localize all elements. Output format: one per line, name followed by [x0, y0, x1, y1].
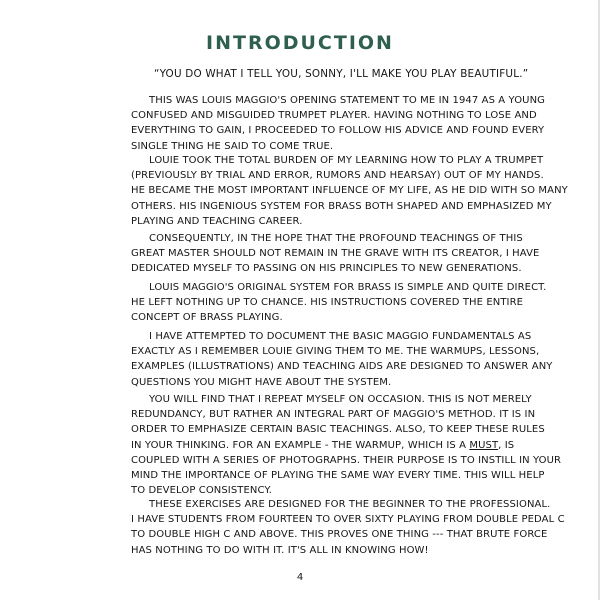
text-line: THESE EXERCISES ARE DESIGNED FOR THE BEGINNER TO THE PROFESSIONAL. — [149, 499, 551, 510]
page-title: INTRODUCTION — [206, 32, 394, 54]
text-line: HE LEFT NOTHING UP TO CHANCE. HIS INSTRUCTIONS COVERED THE ENTIRE — [131, 297, 524, 309]
text-line: TO DOUBLE HIGH C AND ABOVE. THIS PROVES ONE THING --- THAT BRUTE FORCE — [131, 529, 548, 541]
text-line: QUESTIONS YOU MIGHT HAVE ABOUT THE SYSTEM. — [131, 376, 392, 388]
text-line: CONSEQUENTLY, IN THE HOPE THAT THE PROFOUND TEACHINGS OF THIS — [149, 233, 523, 244]
page-number: 4 — [296, 572, 304, 583]
text-line: THIS WAS LOUIS MAGGIO'S OPENING STATEMENT TO ME IN 1947 AS A YOUNG — [149, 95, 546, 106]
text-line: LOUIS MAGGIO'S ORIGINAL SYSTEM FOR BRASS IS SIMPLE AND QUITE DIRECT. — [149, 282, 547, 293]
text-line: HAS NOTHING TO DO WITH IT. IT'S ALL IN KNOWING HOW! — [131, 544, 429, 556]
paragraph-2 — [131, 153, 568, 229]
opening-quote: “YOU DO WHAT I TELL YOU, SONNY, I'LL MAKE YOU PLAY BEAUTIFUL.” — [154, 68, 529, 80]
text-line: CONFUSED AND MISGUIDED TRUMPET PLAYER. HAVING NOTHING TO LOSE AND — [131, 110, 537, 122]
text-line: I HAVE STUDENTS FROM FOURTEEN TO OVER SIXTY PLAYING FROM DOUBLE PEDAL C — [131, 514, 565, 526]
paragraph-3 — [131, 231, 540, 277]
text-line: ORDER TO EMPHASIZE CERTAIN BASIC TEACHINGS. ALSO, TO KEEP THESE RULES — [131, 424, 545, 436]
text-line-part: IN YOUR THINKING. FOR AN EXAMPLE - THE WARMUP, WHICH IS A — [131, 439, 470, 451]
paragraph-4 — [131, 280, 547, 326]
text-line: CONCEPT OF BRASS PLAYING. — [131, 312, 283, 324]
text-line: COUPLED WITH A SERIES OF PHOTOGRAPHS. THEIR PURPOSE IS TO INSTILL IN YOUR — [131, 454, 562, 466]
text-line: TO DEVELOP CONSISTENCY. — [131, 485, 272, 497]
text-line: EVERYTHING TO GAIN, I PROCEEDED TO FOLLOW HIS ADVICE AND FOUND EVERY — [131, 125, 545, 137]
text-line: EXACTLY AS I REMEMBER LOUIE GIVING THEM TO ME. THE WARMUPS, LESSONS, — [131, 346, 540, 358]
text-line: GREAT MASTER SHOULD NOT REMAIN IN THE GRAVE WITH ITS CREATOR, I HAVE — [131, 248, 540, 260]
text-line: REDUNDANCY, BUT RATHER AN INTEGRAL PART OF MAGGIO'S METHOD. IT IS IN — [131, 409, 536, 421]
text-line: YOU WILL FIND THAT I REPEAT MYSELF ON OCCASION. THIS IS NOT MERELY — [149, 394, 532, 405]
text-line: LOUIE TOOK THE TOTAL BURDEN OF MY LEARNING HOW TO PLAY A TRUMPET — [149, 155, 544, 166]
text-line: (PREVIOUSLY BY TRIAL AND ERROR, RUMORS AND HEARSAY) OUT OF MY HANDS. — [131, 170, 544, 182]
paragraph-7 — [131, 497, 565, 558]
text-line: DEDICATED MYSELF TO PASSING ON HIS PRINCIPLES TO NEW GENERATIONS. — [131, 263, 522, 275]
text-line: I HAVE ATTEMPTED TO DOCUMENT THE BASIC MAGGIO FUNDAMENTALS AS — [149, 331, 532, 342]
emphasized-word: MUST — [469, 439, 499, 451]
text-line: OTHERS. HIS INGENIOUS SYSTEM FOR BRASS BOTH SHAPED AND EMPHASIZED MY — [131, 200, 552, 212]
paragraph-5 — [131, 329, 553, 390]
paragraph-1 — [131, 93, 546, 154]
paragraph-6 — [131, 392, 562, 498]
text-line — [131, 438, 515, 453]
text-line: HE BECAME THE MOST IMPORTANT INFLUENCE OF MY LIFE, AS HE DID WITH SO MANY — [131, 185, 568, 197]
text-line: PLAYING AND TEACHING CAREER. — [131, 215, 303, 227]
text-line: EXAMPLES (ILLUSTRATIONS) AND TEACHING AIDS ARE DESIGNED TO ANSWER ANY — [131, 361, 553, 373]
text-line: MIND THE IMPORTANCE OF PLAYING THE SAME WAY EVERY TIME. THIS WILL HELP — [131, 470, 545, 482]
text-line-part: , IS — [498, 439, 515, 451]
text-line: SINGLE THING HE SAID TO COME TRUE. — [131, 140, 334, 152]
